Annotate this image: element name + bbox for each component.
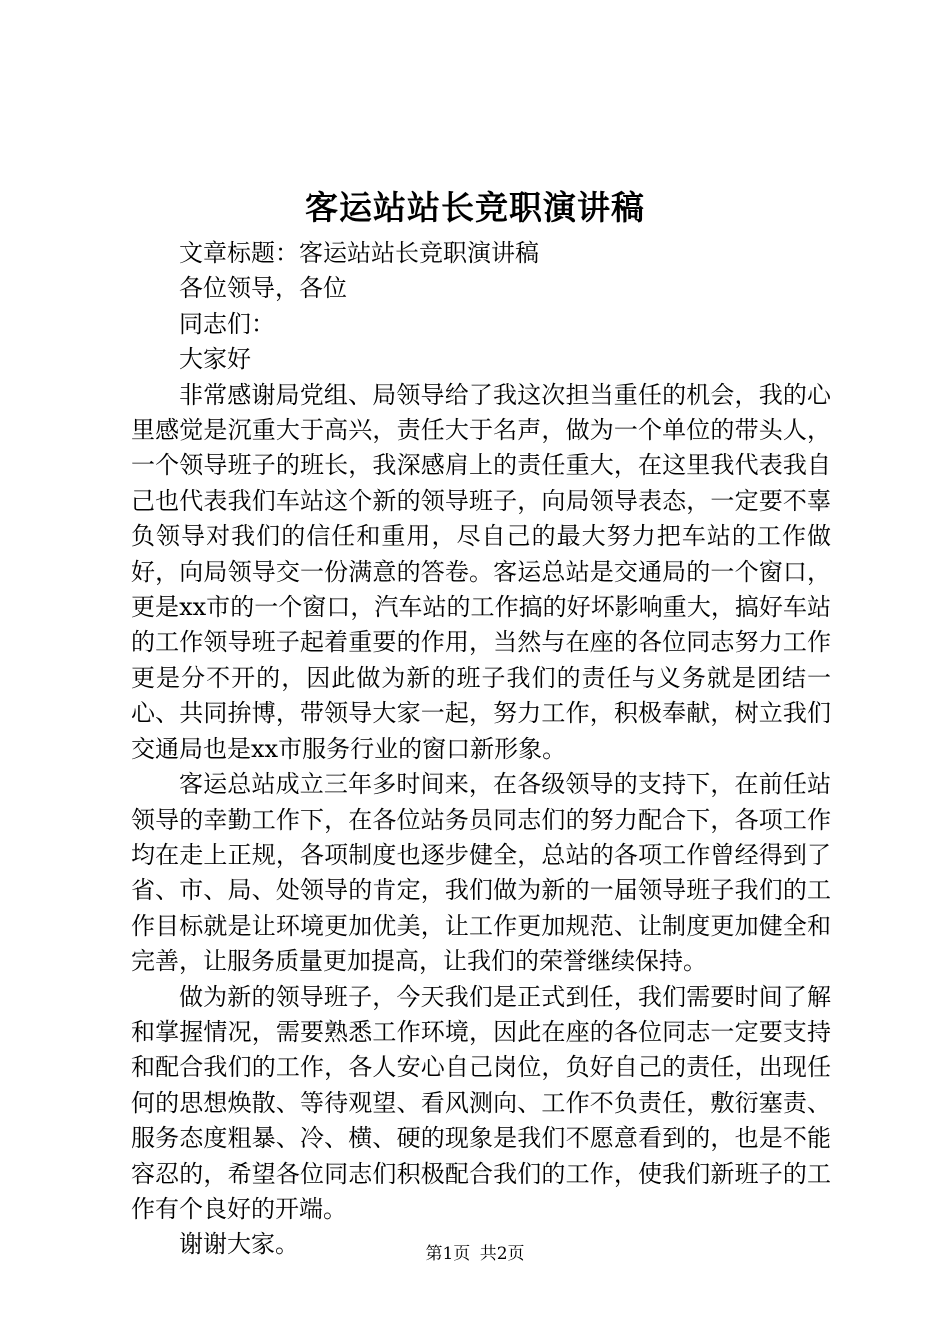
body-paragraph-2: 客运总站成立三年多时间来，在各级领导的支持下，在前任站领导的幸勤工作下，在各位站务员同志们的努力配合下，各项工作均在走上正规，各项制度也逐步健全，总站的各项工作曾经得到了省、市、局、处领导的肯定，我们做为新的一届领导班子我们的工作目标就是让环境更加优美，让工作更加规范、让制度更加健全和完善，让服务质量更加提高，让我们的荣誉继续保持。 <box>131 770 831 976</box>
closing-line: 谢谢大家。 <box>179 1230 299 1259</box>
body-paragraph-1: 非常感谢局党组、局领导给了我这次担当重任的机会，我的心里感觉是沉重大于高兴，责任大于名声，做为一个单位的带头人，一个领导班子的班长，我深感肩上的责任重大，在这里我代表我自己也代表我们车站这个新的领导班子，向局领导表态，一定要不辜负领导对我们的信任和重用，尽自己的最大努力把车站的工作做好，向局领导交一份满意的答卷。客运总站是交通局的一个窗口，更是xx市的一个窗口，汽车站的工作搞的好坏影响重大，搞好车站的工作领导班子起着重要的作用，当然与在座的各位同志努力工作更是分不开的，因此做为新的班子我们的责任与义务就是团结一心、共同拚博，带领导大家一起，努力工作，积极奉献，树立我们交通局也是xx市服务行业的窗口新形象。 <box>131 380 831 763</box>
document-body <box>131 236 831 1263</box>
greeting-line: 大家好 <box>179 345 251 374</box>
document-title: 客运站站长竞职演讲稿 <box>305 188 645 227</box>
salutation-line-1: 各位领导，各位 <box>179 274 347 303</box>
salutation-line-2: 同志们： <box>179 309 275 338</box>
page-footer: 第1页 共2页 <box>425 1244 525 1264</box>
body-paragraph-3: 做为新的领导班子，今天我们是正式到任，我们需要时间了解和掌握情况，需要熟悉工作环境，因此在座的各位同志一定要支持和配合我们的工作，各人安心自己岗位，负好自己的责任，出现任何的思想焕散、等待观望、看风测向、工作不负责任，敷衍塞责、服务态度粗暴、冷、横、硬的现象是我们不愿意看到的，也是不能容忍的，希望各位同志们积极配合我们的工作，使我们新班子的工作有个良好的开端。 <box>131 982 831 1223</box>
article-title-line: 文章标题：客运站站长竞职演讲稿 <box>179 239 539 267</box>
